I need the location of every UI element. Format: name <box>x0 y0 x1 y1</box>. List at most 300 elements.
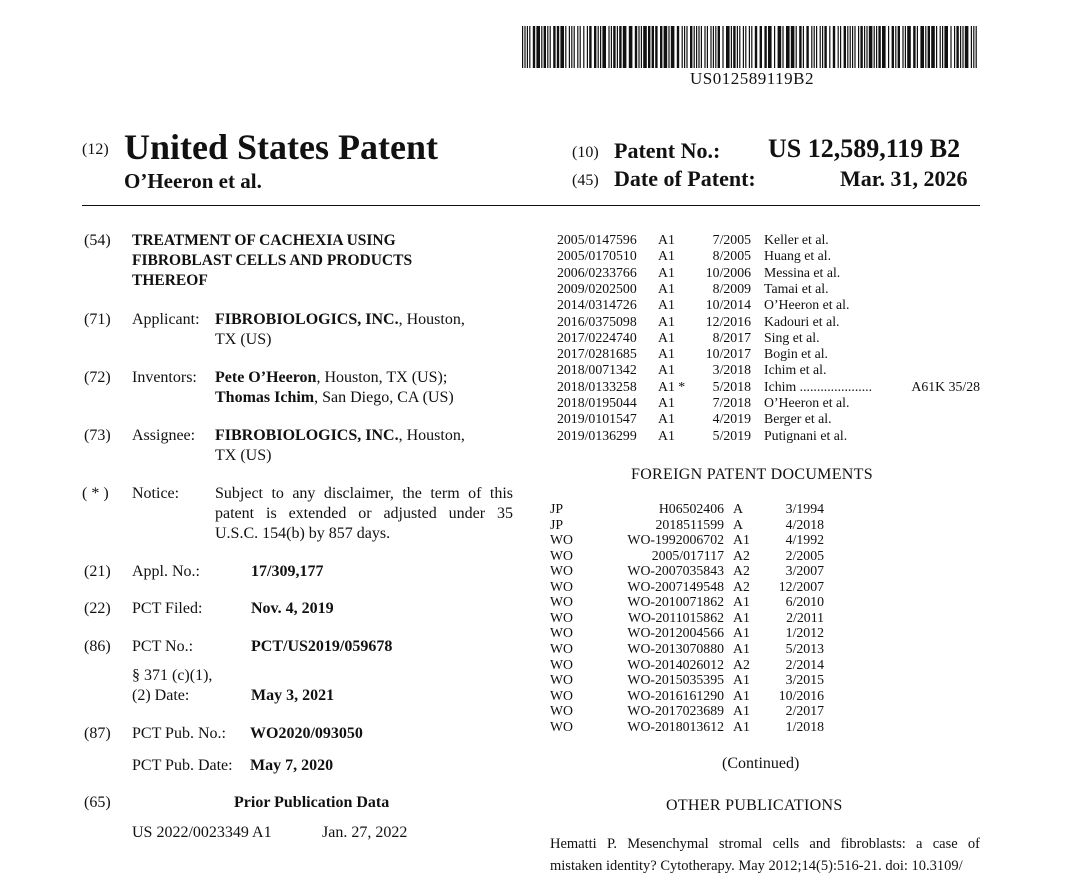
us-ref-number: 2017/0281685 <box>557 346 637 362</box>
us-ref-date: 12/2016 <box>705 313 751 329</box>
barcode-bar <box>755 26 757 68</box>
field-71-code: (71) <box>84 311 111 328</box>
barcode-bar <box>852 26 853 68</box>
us-ref-number: 2019/0136299 <box>557 427 637 443</box>
prior-publication-heading: Prior Publication Data <box>234 794 390 811</box>
appl-no: 17/309,177 <box>251 563 324 580</box>
foreign-ref-country: WO <box>550 641 573 656</box>
barcode-bar <box>898 26 900 68</box>
pct-pub-no: WO2020/093050 <box>250 725 363 742</box>
us-ref-number: 2018/0071342 <box>557 362 637 378</box>
barcode-bar <box>698 26 699 68</box>
barcode-bar <box>600 26 601 68</box>
barcode-bar <box>589 26 591 68</box>
us-ref-number: 2005/0170510 <box>557 248 637 264</box>
foreign-ref-kind: A1 <box>733 594 750 610</box>
barcode-bar <box>583 26 584 68</box>
barcode-bar <box>778 26 782 68</box>
us-ref-date: 4/2019 <box>712 411 751 427</box>
barcode-bar <box>895 26 896 68</box>
barcode-bar <box>743 26 744 68</box>
barcode-bar <box>643 26 647 68</box>
pct-pub-no-label: PCT Pub. No.: <box>132 725 226 742</box>
prior-pub-date: Jan. 27, 2022 <box>322 824 408 841</box>
barcode-bar <box>726 26 730 68</box>
us-ref-name: Berger et al. <box>764 411 832 427</box>
barcode-bar <box>962 26 963 68</box>
us-ref-name: Ichim ..................... <box>764 378 873 394</box>
barcode-bar <box>668 26 669 68</box>
barcode-bar <box>838 26 839 68</box>
foreign-ref-kind: A <box>733 516 743 532</box>
us-ref-date: 10/2017 <box>705 346 751 362</box>
barcode-bar <box>655 26 657 68</box>
barcode-bar <box>619 26 621 68</box>
foreign-ref-country: WO <box>550 687 573 703</box>
us-ref-name: Bogin et al. <box>764 346 828 362</box>
foreign-ref-number: WO-2017023689 <box>627 703 724 719</box>
foreign-ref-date: 3/2007 <box>785 563 824 579</box>
us-ref-date: 7/2018 <box>712 395 751 410</box>
barcode-bar <box>613 26 615 68</box>
foreign-ref-date: 1/2018 <box>785 718 824 734</box>
foreign-ref-number: WO-2010071862 <box>627 594 724 610</box>
us-ref-number: 2019/0101547 <box>557 411 637 427</box>
barcode-bar <box>529 26 530 68</box>
notice-code: ( * ) <box>82 485 109 502</box>
barcode-bar <box>820 26 821 68</box>
foreign-ref-country: WO <box>550 625 573 641</box>
barcode-bar <box>882 26 886 68</box>
barcode-bar <box>956 26 958 68</box>
barcode-bar <box>811 26 812 68</box>
barcode-bar <box>608 26 609 68</box>
date-of-patent: Mar. 31, 2026 <box>840 166 968 191</box>
foreign-ref-country: WO <box>550 594 573 610</box>
barcode-bar <box>522 26 523 68</box>
code-45: (45) <box>572 172 599 189</box>
foreign-ref-country: WO <box>550 563 573 579</box>
foreign-ref-number: WO-2012004566 <box>627 625 724 641</box>
foreign-ref-date: 4/1992 <box>785 532 824 548</box>
barcode-bar <box>816 26 817 68</box>
us-ref-kind: A1 <box>658 346 675 362</box>
applicant-label: Applicant: <box>132 311 200 328</box>
barcode-bar <box>782 26 783 68</box>
foreign-ref-number: WO-2013070880 <box>627 641 724 656</box>
us-ref-name: Sing et al. <box>764 329 820 345</box>
other-publications-heading: OTHER PUBLICATIONS <box>666 797 843 814</box>
us-ref-kind: A1 <box>658 313 675 329</box>
field-86-code: (86) <box>84 638 111 655</box>
barcode-bar <box>617 26 618 68</box>
foreign-ref-date: 12/2007 <box>778 578 824 594</box>
us-ref-date: 8/2009 <box>712 280 751 296</box>
barcode-bar <box>684 26 685 68</box>
foreign-ref-kind: A1 <box>733 718 750 734</box>
barcode-bar <box>844 26 846 68</box>
inventor-2-location: , San Diego, CA (US) <box>314 389 454 406</box>
barcode-bar <box>876 26 877 68</box>
assignee-name: FIBROBIOLOGICS, INC. <box>215 427 399 444</box>
us-ref-name: O’Heeron et al. <box>764 297 850 313</box>
invention-title-line: THEREOF <box>132 272 208 289</box>
barcode-bar <box>850 26 851 68</box>
field-54-code: (54) <box>84 232 111 249</box>
us-ref-kind: A1 <box>658 362 675 378</box>
barcode-bar <box>940 26 941 68</box>
us-ref-kind: A1 <box>658 297 675 313</box>
barcode-bar <box>892 26 894 68</box>
foreign-ref-country: WO <box>550 656 573 672</box>
us-ref-number: 2006/0233766 <box>557 264 637 280</box>
foreign-ref-date: 5/2013 <box>785 641 824 656</box>
barcode-bar <box>905 26 906 68</box>
barcode-bar <box>829 26 830 68</box>
us-ref-date: 3/2018 <box>712 362 751 378</box>
barcode-bar <box>574 26 575 68</box>
barcode-bar <box>648 26 650 68</box>
barcode-bar <box>976 26 977 68</box>
barcode-bar <box>768 26 772 68</box>
barcode-bar <box>764 26 766 68</box>
section-371-label: § 371 (c)(1), <box>132 667 213 684</box>
barcode-number: US012589119B2 <box>690 69 814 88</box>
barcode-bar <box>677 26 679 68</box>
notice-line: patent is extended or adjusted under 35 <box>215 505 513 522</box>
barcode-bar <box>749 26 750 68</box>
field-65-code: (65) <box>84 794 111 811</box>
barcode-bar <box>860 26 862 68</box>
barcode-bar <box>652 26 654 68</box>
barcode-bar <box>602 26 606 68</box>
barcode-bar <box>907 26 911 68</box>
foreign-ref-kind: A2 <box>733 656 750 672</box>
foreign-ref-date: 3/2015 <box>785 672 824 687</box>
foreign-ref-date: 3/1994 <box>785 501 824 516</box>
us-ref-name: O’Heeron et al. <box>764 395 850 410</box>
barcode-bar <box>707 26 708 68</box>
foreign-ref-country: WO <box>550 578 573 594</box>
us-ref-kind: A1 <box>658 329 675 345</box>
barcode-bar <box>715 26 716 68</box>
barcode-bar <box>803 26 804 68</box>
pct-pub-date: May 7, 2020 <box>250 757 334 774</box>
barcode <box>522 26 980 68</box>
us-ref-class: A61K 35/28 <box>911 378 980 394</box>
barcode-bar <box>733 26 735 68</box>
foreign-ref-country: WO <box>550 609 573 625</box>
foreign-ref-country: WO <box>550 703 573 719</box>
barcode-bar <box>550 26 551 68</box>
us-ref-date: 10/2014 <box>705 297 751 313</box>
pct-filed: Nov. 4, 2019 <box>251 600 334 617</box>
us-ref-kind: A1 <box>658 280 675 296</box>
foreign-ref-date: 2/2011 <box>786 609 824 625</box>
barcode-bar <box>536 26 540 68</box>
barcode-bar <box>547 26 548 68</box>
us-ref-kind: A1 <box>658 395 675 410</box>
foreign-ref-kind: A1 <box>733 687 750 703</box>
barcode-bar <box>553 26 555 68</box>
barcode-bar <box>799 26 801 68</box>
foreign-ref-number: WO-2007035843 <box>627 563 724 579</box>
notice-label: Notice: <box>132 485 180 502</box>
barcode-bar <box>917 26 918 68</box>
barcode-bar <box>686 26 687 68</box>
barcode-bar <box>920 26 924 68</box>
foreign-ref-number: WO-2016161290 <box>627 687 724 703</box>
us-ref-name: Huang et al. <box>764 248 832 264</box>
barcode-bar <box>965 26 969 68</box>
assignee <box>215 426 465 446</box>
foreign-ref-date: 4/2018 <box>785 516 824 532</box>
us-ref-number: 2016/0375098 <box>557 313 637 329</box>
us-ref-kind: A1 <box>658 232 675 247</box>
foreign-ref-date: 6/2010 <box>785 594 824 610</box>
applicant <box>215 310 465 330</box>
barcode-bar <box>774 26 775 68</box>
foreign-ref-number: WO-2015035395 <box>627 672 724 687</box>
barcode-bar <box>950 26 951 68</box>
barcode-bar <box>786 26 790 68</box>
barcode-bar <box>713 26 714 68</box>
us-ref-name: Kadouri et al. <box>764 313 840 329</box>
us-ref-name: Tamai et al. <box>764 280 829 296</box>
barcode-bar <box>557 26 559 68</box>
barcode-bar <box>833 26 835 68</box>
foreign-ref-kind: A2 <box>733 563 750 579</box>
prior-pub-number: US 2022/0023349 A1 <box>132 824 272 841</box>
inventor-2 <box>215 388 454 408</box>
us-ref-name: Messina et al. <box>764 264 841 280</box>
barcode-bar <box>866 26 867 68</box>
barcode-bar <box>710 26 711 68</box>
inventor-1-location: , Houston, TX (US); <box>316 369 448 386</box>
barcode-bar <box>869 26 873 68</box>
barcode-bar <box>533 26 535 68</box>
us-ref-number: 2005/0147596 <box>557 232 637 247</box>
date-371-label: (2) Date: <box>132 687 190 704</box>
barcode-bar <box>944 26 948 68</box>
us-ref-kind: A1 <box>658 248 675 264</box>
assignee-label: Assignee: <box>132 427 196 444</box>
barcode-bar <box>694 26 695 68</box>
barcode-bar <box>806 26 808 68</box>
other-publication-line: Hematti P. Mesenchymal stromal cells and fibroblasts: a case of <box>550 836 980 852</box>
barcode-bar <box>722 26 723 68</box>
assignee-state: TX (US) <box>215 447 272 464</box>
applicant-name: FIBROBIOLOGICS, INC. <box>215 311 399 328</box>
barcode-bar <box>701 26 702 68</box>
foreign-ref-date: 2/2017 <box>785 703 824 719</box>
pct-filed-label: PCT Filed: <box>132 600 203 617</box>
barcode-bar <box>527 26 528 68</box>
foreign-ref-date: 10/2016 <box>778 687 824 703</box>
foreign-ref-kind: A1 <box>733 609 750 625</box>
foreign-ref-number: 2005/017117 <box>651 547 724 563</box>
foreign-ref-date: 2/2005 <box>785 547 824 563</box>
barcode-bar <box>824 26 826 68</box>
barcode-bar <box>611 26 612 68</box>
notice-line: U.S.C. 154(b) by 857 days. <box>215 525 391 542</box>
field-22-code: (22) <box>84 600 111 617</box>
patent-title: United States Patent <box>124 127 438 167</box>
patent-number: US 12,589,119 B2 <box>768 134 961 163</box>
barcode-bar <box>731 26 732 68</box>
code-10: (10) <box>572 144 599 161</box>
notice-text <box>215 484 513 544</box>
us-ref-name: Putignani et al. <box>764 427 848 443</box>
us-ref-number: 2018/0133258 <box>557 378 637 394</box>
field-87-code: (87) <box>84 725 111 742</box>
foreign-ref-country: WO <box>550 718 573 734</box>
barcode-bar <box>671 26 675 68</box>
appl-no-label: Appl. No.: <box>132 563 200 580</box>
notice-line: Subject to any disclaimer, the term of this <box>215 485 513 502</box>
us-ref-number: 2018/0195044 <box>557 395 637 410</box>
pct-no: PCT/US2019/059678 <box>251 638 393 655</box>
barcode-bar <box>664 26 668 68</box>
other-publication-line: mistaken identity? Cytotherapy. May 2012;14(5):516-21. doi: 10.3109/ <box>550 858 963 874</box>
foreign-ref-number: WO-2018013612 <box>627 718 724 734</box>
other-publication <box>550 833 980 877</box>
barcode-bar <box>524 26 525 68</box>
us-ref-date: 7/2005 <box>712 232 751 247</box>
continued-note: (Continued) <box>722 755 800 772</box>
barcode-bar <box>739 26 740 68</box>
barcode-bar <box>638 26 639 68</box>
barcode-bar <box>704 26 705 68</box>
barcode-bar <box>973 26 974 68</box>
barcode-bar <box>888 26 889 68</box>
barcode-bar <box>814 26 815 68</box>
foreign-ref-number: WO-2011015862 <box>627 609 724 625</box>
barcode-bar <box>796 26 797 68</box>
foreign-ref-country: JP <box>550 516 564 532</box>
us-ref-date: 8/2017 <box>712 329 751 345</box>
us-ref-kind: A1 <box>658 427 675 443</box>
barcode-bar <box>913 26 915 68</box>
field-21-code: (21) <box>84 563 111 580</box>
barcode-bar <box>954 26 955 68</box>
barcode-bar <box>690 26 692 68</box>
barcode-bar <box>660 26 662 68</box>
date-of-patent-label: Date of Patent: <box>614 166 756 191</box>
barcode-bar <box>822 26 823 68</box>
barcode-bar <box>696 26 697 68</box>
foreign-ref-kind: A2 <box>733 547 750 563</box>
date-371: May 3, 2021 <box>251 687 335 704</box>
field-73-code: (73) <box>84 427 111 444</box>
barcode-bar <box>902 26 903 68</box>
barcode-bar <box>928 26 930 68</box>
barcode-bar <box>580 26 581 68</box>
barcode-bar <box>854 26 855 68</box>
barcode-bar <box>641 26 642 68</box>
barcode-bar <box>745 26 746 68</box>
barcode-bar <box>587 26 588 68</box>
authors: O’Heeron et al. <box>124 169 262 193</box>
us-ref-kind: A1 <box>658 264 675 280</box>
barcode-bar <box>623 26 627 68</box>
inventor-1-name: Pete O’Heeron <box>215 369 317 386</box>
barcode-bar <box>571 26 572 68</box>
us-ref-name: Ichim et al. <box>764 362 827 378</box>
barcode-bar <box>936 26 937 68</box>
patent-no-label: Patent No.: <box>614 138 721 163</box>
barcode-bar <box>598 26 599 68</box>
pct-no-label: PCT No.: <box>132 638 194 655</box>
barcode-bar <box>840 26 841 68</box>
barcode-bar <box>864 26 865 68</box>
foreign-ref-kind: A1 <box>733 703 750 719</box>
barcode-bar <box>942 26 943 68</box>
us-ref-name: Keller et al. <box>764 232 829 247</box>
barcode-bar <box>560 26 564 68</box>
barcode-bar <box>565 26 566 68</box>
foreign-ref-kind: A <box>733 501 743 516</box>
foreign-ref-number: WO-2014026012 <box>627 656 724 672</box>
barcode-bar <box>629 26 633 68</box>
foreign-ref-number: WO-2007149548 <box>627 578 724 594</box>
foreign-ref-number: 2018511599 <box>655 516 724 532</box>
foreign-ref-country: WO <box>550 532 573 548</box>
barcode-bar <box>925 26 926 68</box>
kind-code-12: (12) <box>82 141 109 158</box>
header-rule <box>82 205 980 206</box>
inventor-2-name: Thomas Ichim <box>215 389 315 406</box>
applicant-state: TX (US) <box>215 331 272 348</box>
barcode-bar <box>569 26 570 68</box>
foreign-ref-number: WO-1992006702 <box>627 532 724 548</box>
barcode-bar <box>682 26 683 68</box>
barcode-bar <box>847 26 848 68</box>
barcode-bar <box>858 26 859 68</box>
foreign-ref-number: H06502406 <box>658 501 724 516</box>
foreign-ref-kind: A1 <box>733 625 750 641</box>
foreign-ref-kind: A2 <box>733 578 750 594</box>
pct-pub-date-label: PCT Pub. Date: <box>132 757 233 774</box>
foreign-ref-country: WO <box>550 672 573 687</box>
foreign-ref-date: 1/2012 <box>785 625 824 641</box>
us-ref-date: 8/2005 <box>712 248 751 264</box>
inventor-1 <box>215 368 447 388</box>
foreign-ref-kind: A1 <box>733 532 750 548</box>
barcode-bar <box>577 26 578 68</box>
us-ref-date: 5/2018 <box>712 378 751 394</box>
field-72-code: (72) <box>84 369 111 386</box>
foreign-ref-kind: A1 <box>733 641 750 656</box>
barcode-bar <box>791 26 795 68</box>
invention-title-line: FIBROBLAST CELLS AND PRODUCTS <box>132 252 413 269</box>
foreign-ref-country: JP <box>550 501 564 516</box>
barcode-bar <box>718 26 720 68</box>
us-ref-kind: A1 <box>658 411 675 427</box>
us-ref-number: 2017/0224740 <box>557 329 637 345</box>
foreign-ref-kind: A1 <box>733 672 750 687</box>
barcode-bar <box>635 26 637 68</box>
barcode-bar <box>878 26 880 68</box>
invention-title <box>132 231 412 291</box>
us-ref-number: 2014/0314726 <box>557 297 637 313</box>
barcode-bar <box>971 26 972 68</box>
applicant-location: , Houston, <box>398 311 465 328</box>
barcode-bar <box>760 26 762 68</box>
assignee-location: , Houston, <box>398 427 465 444</box>
us-ref-date: 5/2019 <box>712 427 751 443</box>
inventors-label: Inventors: <box>132 369 197 386</box>
